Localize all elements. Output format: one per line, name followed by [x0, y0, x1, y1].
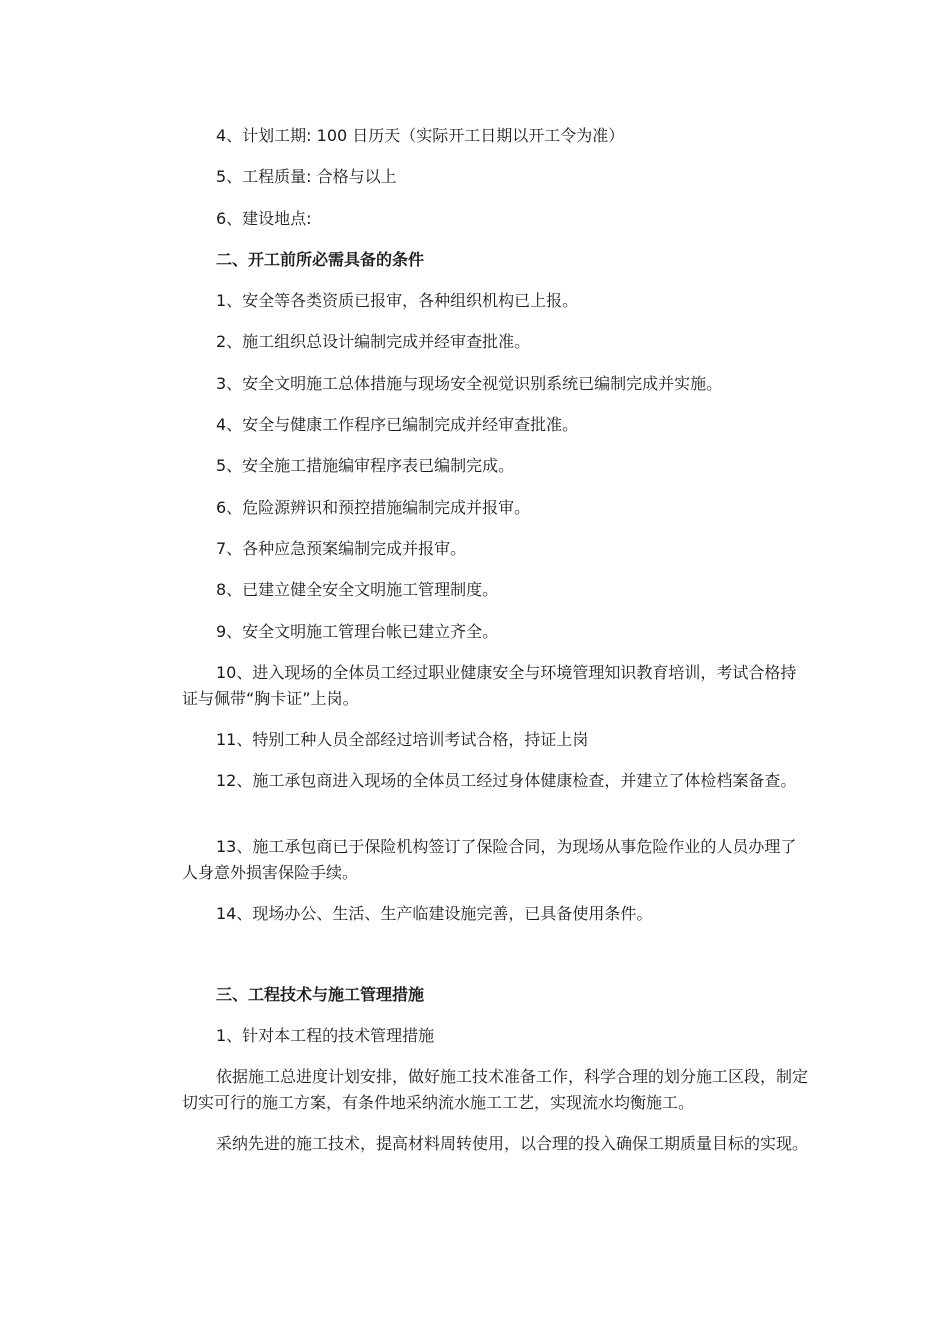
- paragraph-item-7: 7、各种应急预案编制完成并报审。: [216, 539, 467, 558]
- paragraph-item-13: 13、施工承包商已于保险机构签订了保险合同，为现场从事危险作业的人员办理了人身意外损害保险手续。: [182, 837, 797, 882]
- paragraph-item-4: 4、安全与健康工作程序已编制完成并经审查批准。: [216, 415, 579, 434]
- paragraph-item-11: 11、特别工种人员全部经过培训考试合格，持证上岗: [216, 730, 589, 749]
- subsection-heading-1: 1、针对本工程的技术管理措施: [216, 1026, 435, 1045]
- section-heading-3: 三、工程技术与施工管理措施: [216, 985, 425, 1004]
- paragraph-item-6: 6、危险源辨识和预控措施编制完成并报审。: [216, 498, 531, 517]
- paragraph-item-10: 10、进入现场的全体员工经过职业健康安全与环境管理知识教育培训，考试合格持证与佩带“胸卡证”上岗。: [182, 663, 797, 708]
- paragraph-quality: 5、工程质量: 合格与以上: [216, 167, 397, 186]
- paragraph-item-9: 9、安全文明施工管理台帐已建立齐全。: [216, 622, 499, 641]
- paragraph-item-3: 3、安全文明施工总体措施与现场安全视觉识别系统已编制完成并实施。: [216, 374, 723, 393]
- paragraph-tech-measures-1: 依据施工总进度计划安排，做好施工技术准备工作，科学合理的划分施工区段，制定切实可行的施工方案，有条件地采纳流水施工工艺，实现流水均衡施工。: [182, 1067, 809, 1112]
- paragraph-location: 6、建设地点:: [216, 209, 312, 228]
- section-heading-2: 二、开工前所必需具备的条件: [216, 250, 425, 269]
- paragraph-tech-measures-2: 采纳先进的施工技术，提高材料周转使用，以合理的投入确保工期质量目标的实现。: [216, 1134, 809, 1153]
- paragraph-item-2: 2、施工组织总设计编制完成并经审查批准。: [216, 332, 531, 351]
- paragraph-item-5: 5、安全施工措施编审程序表已编制完成。: [216, 456, 515, 475]
- paragraph-item-1: 1、安全等各类资质已报审，各种组织机构已上报。: [216, 291, 579, 310]
- paragraph-item-8: 8、已建立健全安全文明施工管理制度。: [216, 580, 499, 599]
- paragraph-item-14: 14、现场办公、生活、生产临建设施完善，已具备使用条件。: [216, 904, 653, 923]
- paragraph-item-12: 12、施工承包商进入现场的全体员工经过身体健康检查，并建立了体检档案备查。: [216, 771, 797, 790]
- paragraph-planned-duration: 4、计划工期: 100 日历天（实际开工日期以开工令为准）: [216, 126, 625, 145]
